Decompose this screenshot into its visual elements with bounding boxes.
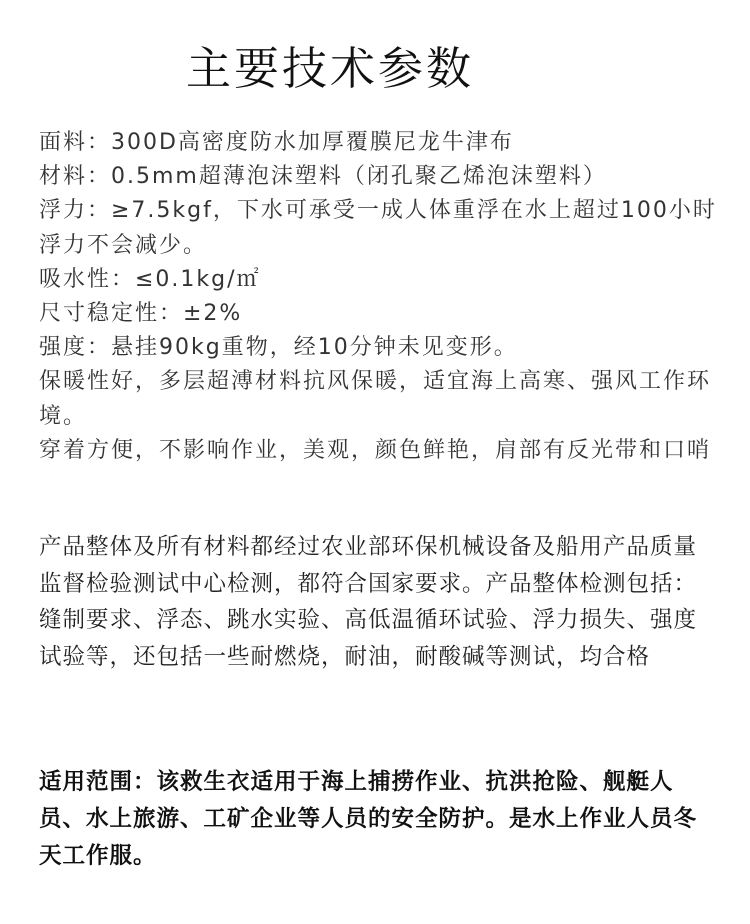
spec-material: 材料：0.5mm超薄泡沫塑料（闭孔聚乙烯泡沫塑料）	[39, 164, 607, 190]
spec-buoyancy: 浮力：≥7.5kgf，下水可承受一成人体重浮在水上超过100小时浮力不会减少。	[39, 198, 717, 258]
spec-list	[39, 126, 719, 468]
spec-dimensional-stability: 尺寸稳定性：±2%	[39, 301, 243, 327]
spec-fabric: 面料：300D高密度防水加厚覆膜尼龙牛津布	[39, 130, 514, 155]
page-title: 主要技术参数	[185, 42, 474, 95]
spec-water-absorption: 吸水性：≤0.1kg/㎡	[39, 266, 261, 292]
scope-paragraph: 适用范围：该救生衣适用于海上捕捞作业、抗洪抢险、舰艇人员、水上旅游、工矿企业等人员的安全防护。是水上作业人员冬天工作服。	[39, 769, 698, 869]
testing-paragraph: 产品整体及所有材料都经过农业部环保机械设备及船用产品质量监督检验测试中心检测，都符合国家要求。产品整体检测包括：缝制要求、浮态、跳水实验、高低温循环试验、浮力损失、强度试验等，还包括一些耐燃烧，耐油，耐酸碱等测试，均合格	[39, 534, 698, 670]
spec-warmth: 保暖性好，多层超溥材料抗风保暖，适宜海上高寒、强风工作环境。	[39, 369, 712, 429]
spec-wearability: 穿着方便，不影响作业，美观，颜色鲜艳，肩部有反光带和口哨	[39, 437, 712, 463]
spec-strength: 强度：悬挂90kg重物，经10分钟未见变形。	[39, 335, 518, 361]
